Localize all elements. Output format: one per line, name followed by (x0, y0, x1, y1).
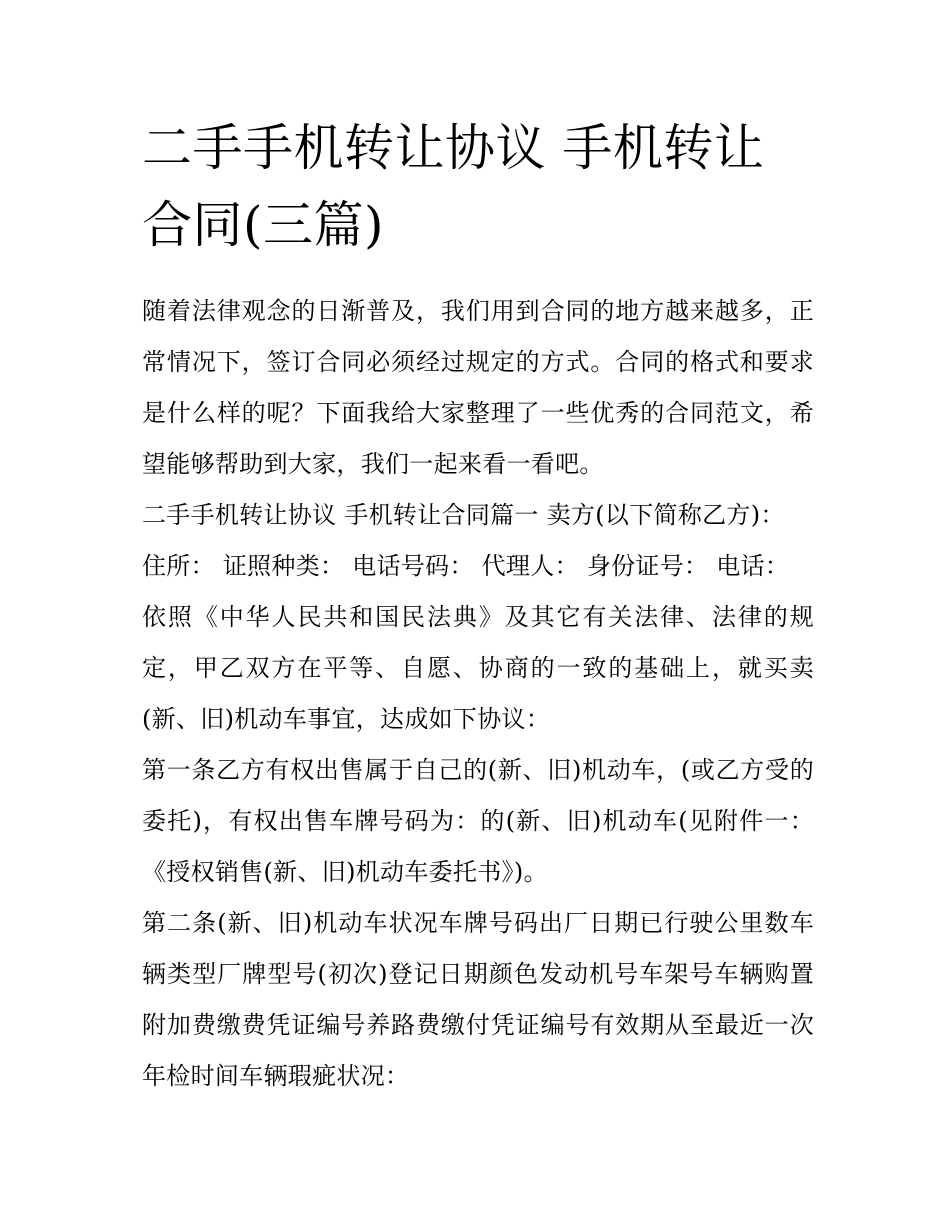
paragraph-seller-fields: 住所： 证照种类： 电话号码： 代理人： 身份证号： 电话： (142, 552, 790, 580)
paragraph-legal-basis: 依照《中华人民共和国民法典》及其它有关法律、法律的规定，甲乙双方在平等、自愿、协商的一致的基础上，就买卖(新、旧)机动车事宜，达成如下协议： (142, 603, 814, 733)
document-title: 二手手机转让协议 手机转让合同(三篇) (142, 119, 765, 254)
document-body (142, 286, 814, 1102)
paragraph-article-one: 第一条乙方有权出售属于自己的(新、旧)机动车，(或乙方受的委托)，有权出售车牌号码为：的(新、旧)机动车(见附件一：《授权销售(新、旧)机动车委托书》)。 (142, 756, 814, 886)
paragraph-intro: 随着法律观念的日渐普及，我们用到合同的地方越来越多，正常情况下，签订合同必须经过规定的方式。合同的格式和要求是什么样的呢？下面我给大家整理了一些优秀的合同范文，希望能够帮助到大家，我们一起来看一看吧。 (142, 297, 814, 478)
paragraph-seller-heading: 二手手机转让协议 手机转让合同篇一 卖方(以下简称乙方)： (142, 501, 785, 529)
document-page (142, 110, 814, 1102)
paragraph-article-two: 第二条(新、旧)机动车状况车牌号码出厂日期已行驶公里数车辆类型厂牌型号(初次)登记日期颜色发动机号车架号车辆购置附加费缴费凭证编号养路费缴付凭证编号有效期从至最近一次年检时间车辆瑕疵状况： (142, 909, 814, 1090)
